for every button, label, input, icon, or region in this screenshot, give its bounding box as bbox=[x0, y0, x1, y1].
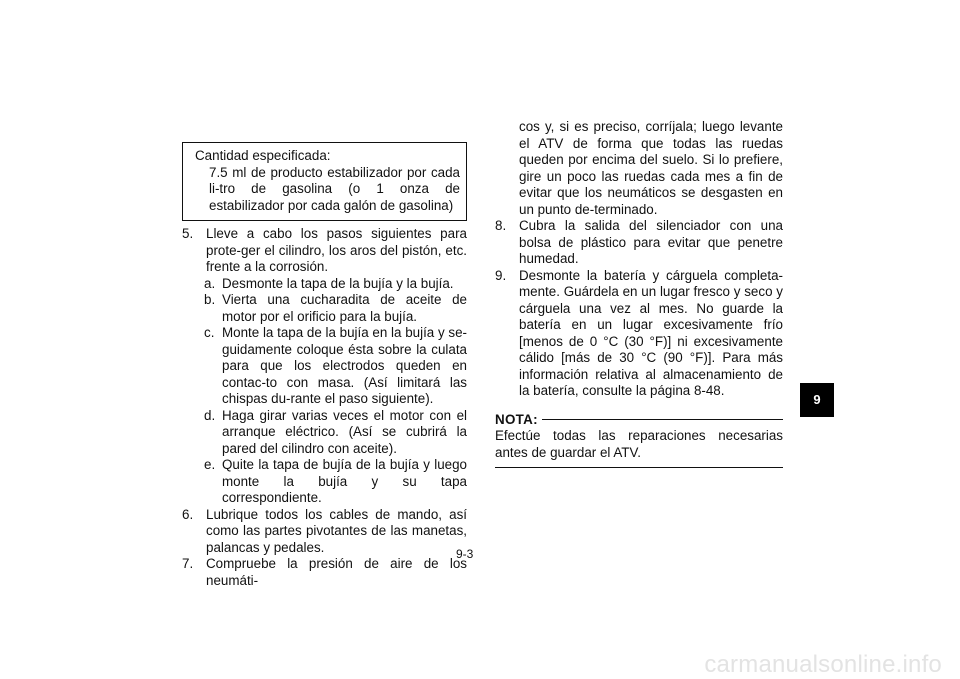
note-text: Efectúe todas las reparaciones necesarias antes de guardar el ATV. bbox=[495, 428, 783, 460]
step-7-continued: cos y, si es preciso, corríjala; luego levante el ATV de forma que todas las ruedas queden por encima del suelo. Si lo prefiere, gire un poco las ruedas cada mes a fin de evitar que los neumáticos se desgasten en un punto de-terminado. bbox=[519, 119, 783, 217]
substep-b bbox=[182, 292, 467, 325]
substep-letter: c. bbox=[204, 325, 215, 340]
step-7 bbox=[182, 556, 467, 589]
left-column bbox=[182, 142, 467, 589]
step-text: Desmonte la batería y cárguela completa-mente. Guárdela en un lugar fresco y seco y cárguela una vez al mes. No guarde la batería en un lugar excesivamente frío [menos de 0 °C (30 °F)] ni excesivamente cálido [más de 30 °C (90 °F)]. Para más información relativa al almacenamiento de la batería, consulte la página 8-48. bbox=[519, 267, 783, 398]
step-number: 8. bbox=[495, 218, 507, 233]
substep-d bbox=[182, 408, 467, 458]
step-number: 9. bbox=[495, 267, 507, 283]
step-9 bbox=[495, 268, 783, 400]
substep-text: Vierta una cucharadita de aceite de motor por el orificio para la bujía. bbox=[222, 292, 467, 324]
note-rule bbox=[542, 419, 783, 420]
spec-heading: Cantidad especificada: bbox=[195, 148, 331, 163]
substep-text: Monte la tapa de la bujía en la bujía y se-guidamente coloque ésta sobre la culata para que los electrodos queden en contac-to con masa. (Así limitará las chispas du-rante el paso siguiente). bbox=[222, 325, 467, 406]
note-title: NOTA: bbox=[495, 411, 538, 427]
step-5 bbox=[182, 226, 467, 276]
chapter-tab: 9 bbox=[800, 383, 834, 417]
substep-e bbox=[182, 457, 467, 507]
substep-letter: a. bbox=[204, 275, 216, 291]
substep-text: Quite la tapa de bujía de la bujía y luego monte la bujía y su tapa correspondiente. bbox=[222, 457, 467, 505]
step-text: Lleve a cabo los pasos siguientes para prote-ger el cilindro, los aros del pistón, etc. frente a la corrosión. bbox=[206, 226, 467, 274]
step-6 bbox=[182, 507, 467, 557]
note-header bbox=[495, 412, 783, 429]
specified-quantity-box bbox=[182, 142, 467, 221]
watermark: carmanualsonline.info bbox=[704, 650, 942, 678]
substep-text: Haga girar varias veces el motor con el arranque eléctrico. (Así se cubrirá la pared del cilindro con aceite). bbox=[222, 407, 467, 456]
note-end-rule bbox=[495, 467, 783, 468]
step-text: Lubrique todos los cables de mando, así como las partes pivotantes de las manetas, palancas y pedales. bbox=[206, 506, 467, 555]
substep-letter: e. bbox=[204, 457, 216, 472]
spec-body: 7.5 ml de producto estabilizador por cada li-tro de gasolina (o 1 onza de estabilizador por cada galón de gasolina) bbox=[209, 164, 460, 213]
step-text: Cubra la salida del silenciador con una bolsa de plástico para evitar que penetre humedad. bbox=[519, 218, 783, 266]
right-column bbox=[495, 119, 783, 468]
step-number: 7. bbox=[182, 556, 194, 571]
step-number: 6. bbox=[182, 506, 194, 522]
substep-text: Desmonte la tapa de la bujía y la bujía. bbox=[222, 275, 454, 291]
step-text: Compruebe la presión de aire de los neumáti- bbox=[206, 556, 467, 588]
substep-letter: b. bbox=[204, 292, 216, 307]
page-number: 9-3 bbox=[456, 547, 474, 561]
substep-letter: d. bbox=[204, 407, 216, 423]
step-8 bbox=[495, 218, 783, 268]
step-number: 5. bbox=[182, 226, 194, 241]
substep-a bbox=[182, 276, 467, 293]
substep-c bbox=[182, 325, 467, 408]
